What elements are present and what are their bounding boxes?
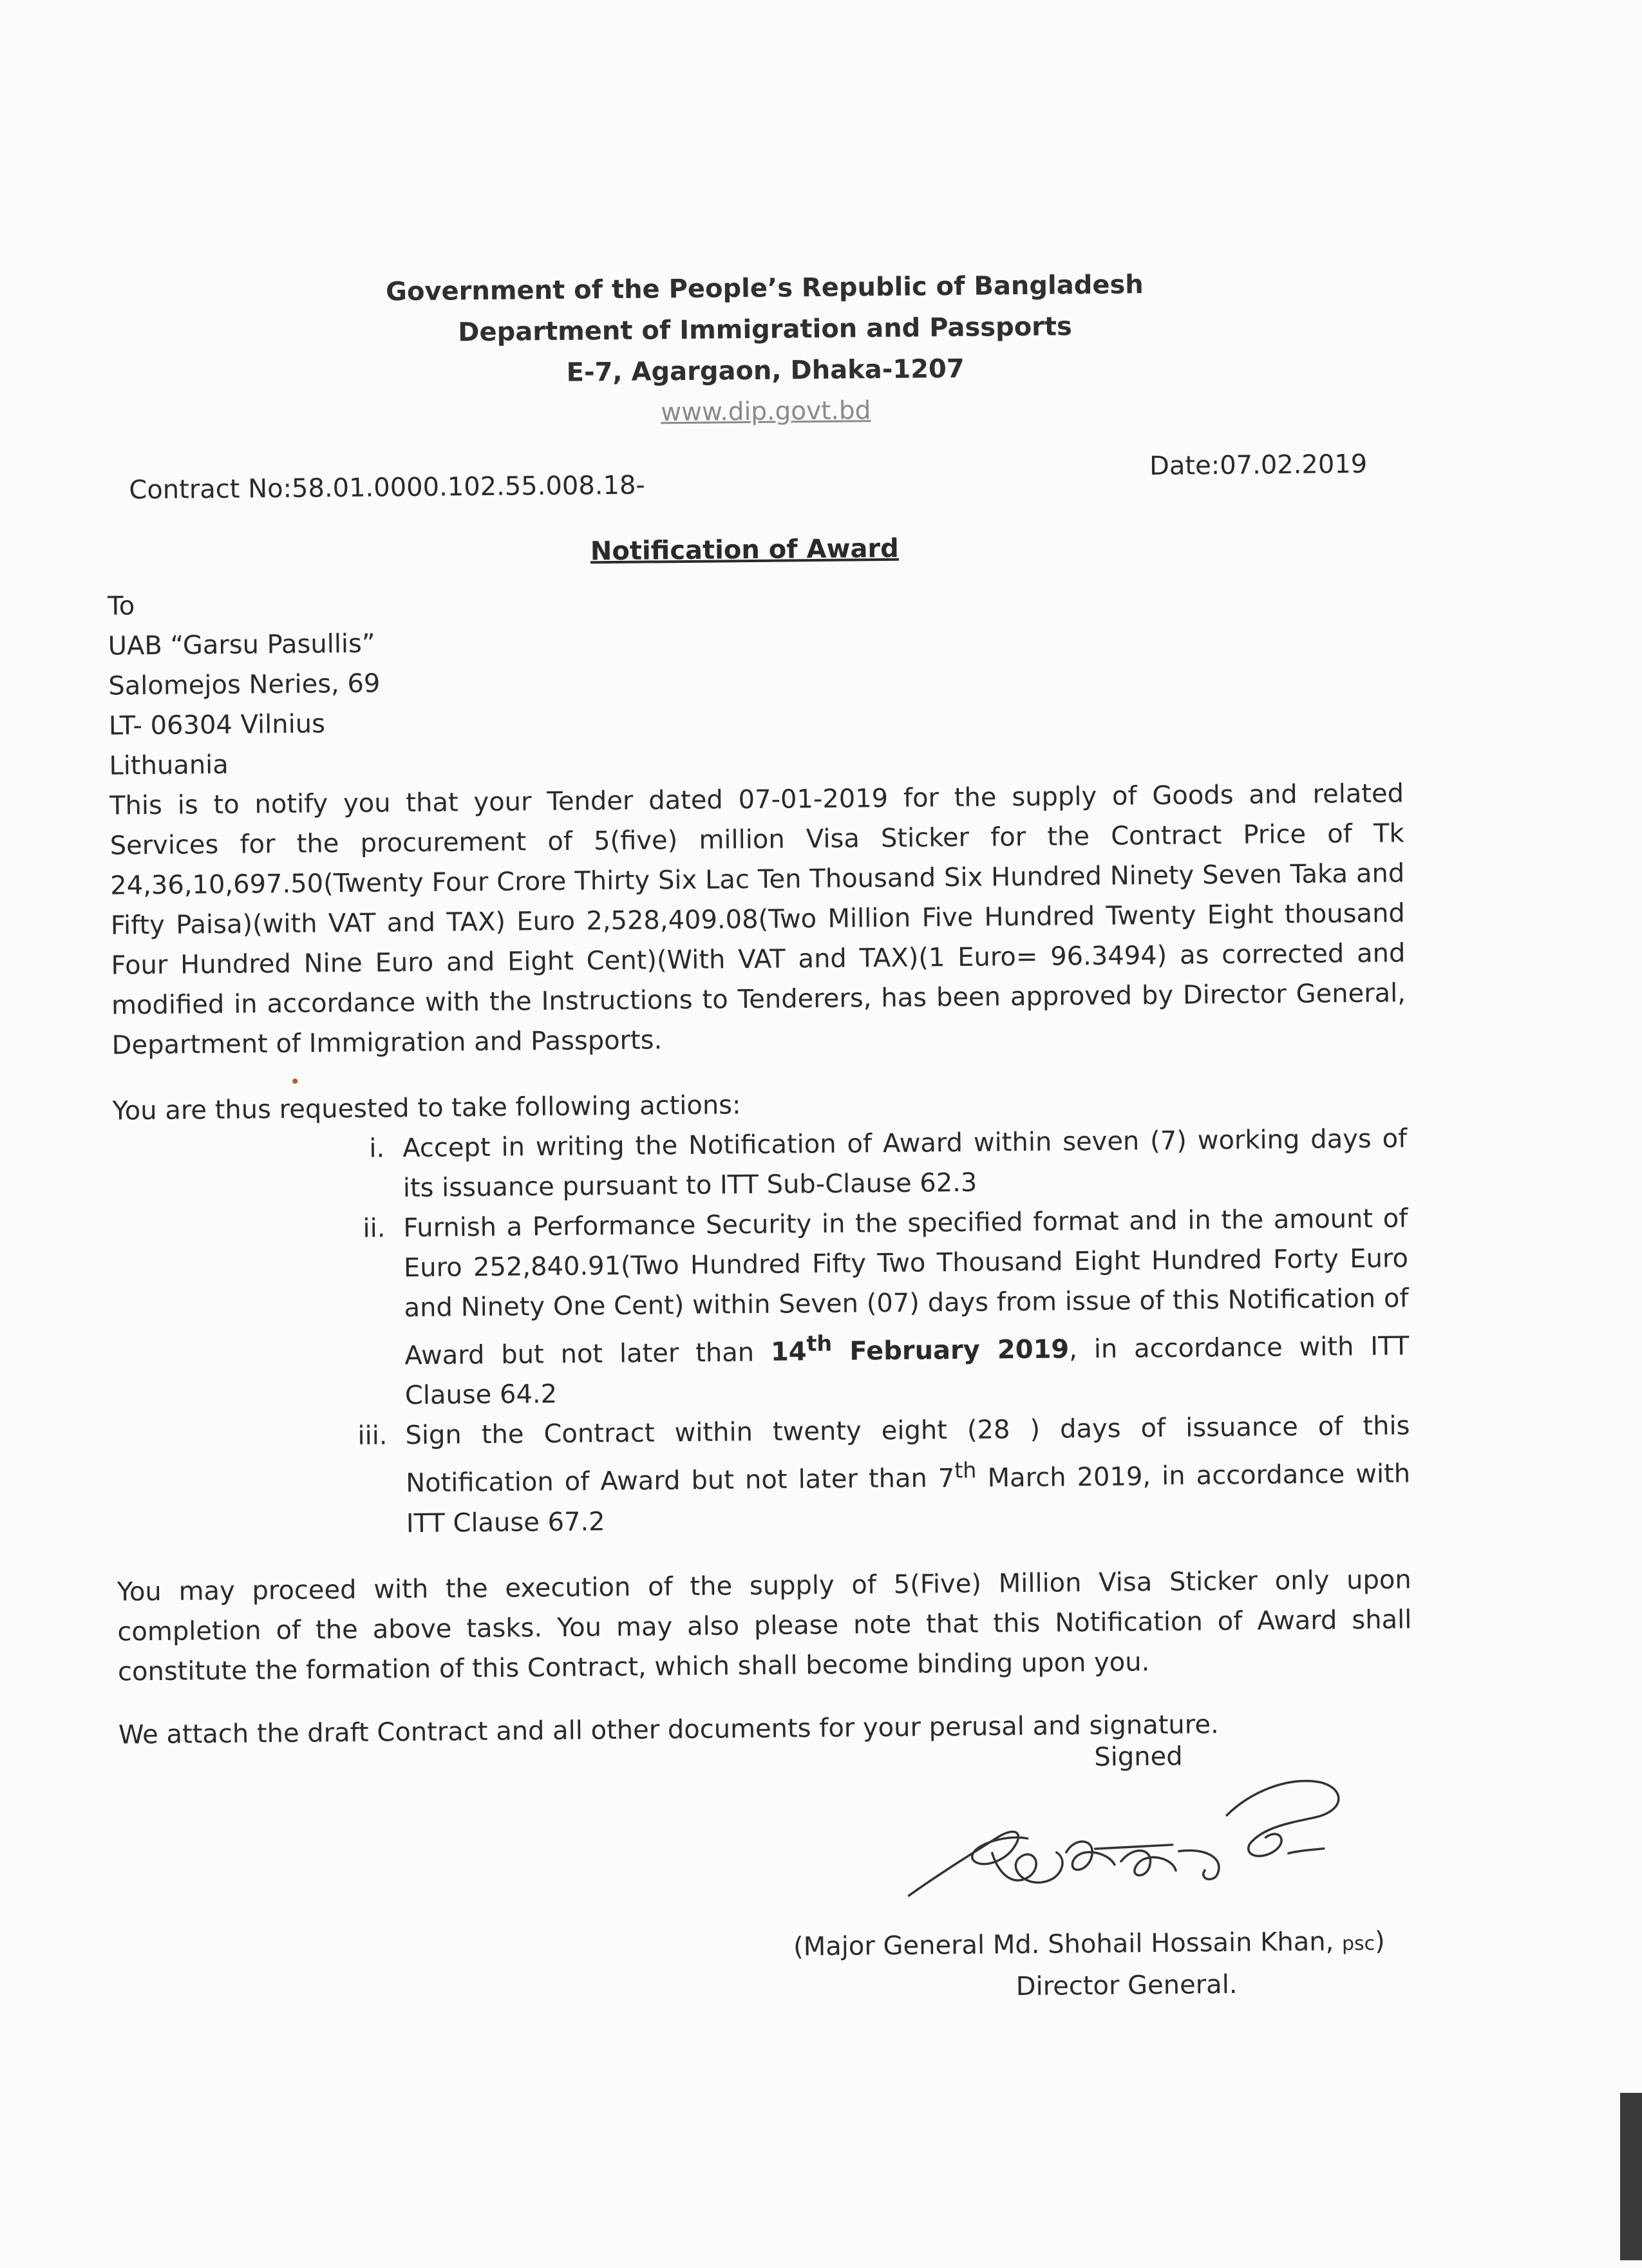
action-item bbox=[357, 1406, 1411, 1544]
action-deadline: 7th March 2019 bbox=[938, 1457, 1143, 1493]
letterhead-government: Government of the People’s Republic of Bangladesh bbox=[385, 270, 1144, 307]
action-number: i. bbox=[369, 1133, 385, 1164]
letterhead bbox=[185, 262, 1345, 438]
recipient-street: Salomejos Neries, 69 bbox=[108, 668, 381, 701]
attachment-paragraph: We attach the draft Contract and all other documents for your perusal and signature. bbox=[118, 1709, 1219, 1750]
actions-intro: You are thus requested to take following actions: bbox=[112, 1090, 741, 1126]
recipient-address bbox=[108, 574, 1404, 786]
action-item bbox=[358, 1198, 1410, 1416]
document-title-text: Notification of Award bbox=[590, 533, 900, 567]
action-text: Accept in writing the Notification of Award within seven (7) working days of its issuance pursuant to ITT Sub-Clause 62.3 bbox=[402, 1124, 1408, 1204]
action-item bbox=[357, 1119, 1408, 1209]
letter-body bbox=[108, 574, 1413, 1755]
action-deadline: 14th February 2019 bbox=[770, 1330, 1070, 1368]
award-paragraph: This is to notify you that your Tender dated 07-01-2019 for the supply of Goods and related Services for the procurement of 5(five) million Visa Sticker for the Contract Price of Tk 24,36,10,697.50(Twenty Four Crore Thirty Six Lac Ten Thousand Six Hundred Ninety Seven Taka and Fifty Paisa)(with VAT and TAX) Euro 2,528,409.08(Two Million Five Hundred Twenty Eight thousand Four Hundred Nine Euro and Eight Cent)(With VAT and TAX)(1 Euro= 96.3494) as corrected and modified in accordance with the Instructions to Tenderers, has been approved by Director General, Department of Immigration and Passports. bbox=[109, 779, 1406, 1061]
action-text: Sign the Contract within twenty eight (28 ) days of issuance of this Notification of Award but not later than bbox=[405, 1411, 1410, 1498]
action-number: ii. bbox=[363, 1213, 386, 1243]
document-title bbox=[0, 528, 1495, 572]
scan-edge-shadow bbox=[1620, 2093, 1642, 2260]
recipient-to: To bbox=[107, 591, 135, 621]
signed-label: Signed bbox=[1094, 1741, 1183, 1772]
recipient-city: LT- 06304 Vilnius bbox=[108, 709, 326, 741]
letterhead-address: E-7, Agargaon, Dhaka-1207 bbox=[566, 354, 965, 388]
signer-designation: Director General. bbox=[1015, 1969, 1238, 2002]
action-number: iii. bbox=[357, 1421, 388, 1451]
contract-number: Contract No:58.01.0000.102.55.008.18- bbox=[129, 470, 646, 506]
actions-list bbox=[113, 1119, 1411, 1546]
execution-paragraph: You may proceed with the execution of the supply of 5(Five) Million Visa Sticker only upon completion of the above tasks. You may also please note that this Notification of Award shall constitute the formation of this Contract, which shall become binding upon you. bbox=[117, 1564, 1412, 1687]
recipient-country: Lithuania bbox=[109, 750, 229, 781]
action-text-end: , in accordance with ITT Clause 67.2 bbox=[406, 1459, 1411, 1538]
letterhead-website-link[interactable]: www.dip.govt.bd bbox=[660, 396, 871, 428]
action-text-end: , in accordance with ITT Clause 64.2 bbox=[404, 1331, 1410, 1411]
letterhead-department: Department of Immigration and Passports bbox=[458, 312, 1073, 348]
handwritten-signature bbox=[901, 1753, 1366, 1925]
ink-speck bbox=[292, 1079, 297, 1084]
recipient-name: UAB “Garsu Pasullis” bbox=[108, 628, 375, 661]
letter-date: Date:07.02.2019 bbox=[1149, 449, 1368, 482]
action-text: Furnish a Performance Security in the specified format and in the amount of Euro 252,840.91(Two Hundred Fifty Two Thousand Eight Hundred Forty Euro and Ninety One Cent) within Seven (07) days from issue of this Notification of Award but not later than bbox=[403, 1204, 1409, 1371]
signer-name: (Major General Md. Shohail Hossain Khan, psc) bbox=[793, 1926, 1386, 1962]
